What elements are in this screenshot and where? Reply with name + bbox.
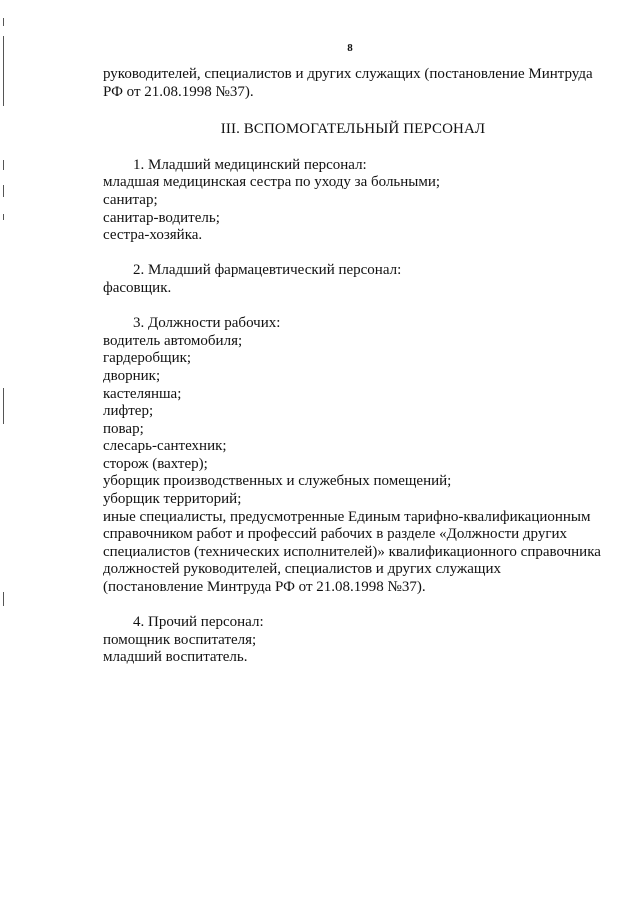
list-item: санитар-водитель; bbox=[103, 209, 220, 226]
section-pharmaceutical bbox=[103, 262, 603, 297]
list-item: повар; bbox=[103, 420, 144, 437]
list-item: кастелянша; bbox=[103, 385, 182, 402]
list-item: справочником работ и профессий рабочих в разделе «Должности других bbox=[103, 526, 568, 543]
section-medical bbox=[103, 157, 603, 245]
binding-mark bbox=[3, 592, 4, 606]
section-heading: III. ВСПОМОГАТЕЛЬНЫЙ ПЕРСОНАЛ bbox=[220, 121, 486, 138]
list-item: сестра-хозяйка. bbox=[103, 227, 203, 244]
binding-edge bbox=[0, 0, 10, 905]
section-title: 1. Младший медицинский персонал: bbox=[133, 156, 367, 173]
binding-mark bbox=[3, 185, 4, 197]
intro-line: РФ от 21.08.1998 №37). bbox=[103, 83, 254, 100]
list-item: уборщик производственных и служебных помещений; bbox=[103, 473, 452, 490]
list-item: сторож (вахтер); bbox=[103, 455, 208, 472]
list-item: санитар; bbox=[103, 191, 158, 208]
list-item: младшая медицинская сестра по уходу за больными; bbox=[103, 174, 441, 191]
list-item: дворник; bbox=[103, 367, 161, 384]
list-item: специалистов (технических исполнителей)» квалификационного справочника bbox=[103, 543, 601, 560]
binding-mark bbox=[3, 214, 4, 220]
list-item: лифтер; bbox=[103, 403, 154, 420]
page-number: 8 bbox=[347, 42, 353, 54]
intro-line: руководителей, специалистов и других служащих (постановление Минтруда bbox=[103, 66, 593, 82]
list-item: уборщик территорий; bbox=[103, 491, 242, 508]
binding-mark bbox=[3, 160, 4, 170]
document-body bbox=[103, 66, 603, 685]
section-workers bbox=[103, 315, 603, 597]
section-other bbox=[103, 614, 603, 667]
binding-mark bbox=[3, 18, 4, 26]
list-item: должностей руководителей, специалистов и других служащих bbox=[103, 561, 501, 578]
intro-paragraph bbox=[103, 66, 603, 101]
list-item: водитель автомобиля; bbox=[103, 332, 243, 349]
list-item: гардеробщик; bbox=[103, 350, 192, 367]
list-item: иные специалисты, предусмотренные Единым тарифно-квалификационным bbox=[103, 508, 591, 525]
list-item: слесарь-сантехник; bbox=[103, 438, 227, 455]
section-title: 3. Должности рабочих: bbox=[133, 315, 281, 332]
section-title: 4. Прочий персонал: bbox=[133, 614, 264, 631]
list-item: младший воспитатель. bbox=[103, 649, 248, 666]
list-item: (постановление Минтруда РФ от 21.08.1998 №37). bbox=[103, 579, 426, 596]
binding-mark bbox=[3, 388, 4, 424]
list-item: фасовщик. bbox=[103, 279, 172, 296]
section-title: 2. Младший фармацевтический персонал: bbox=[133, 262, 402, 279]
list-item: помощник воспитателя; bbox=[103, 631, 257, 648]
